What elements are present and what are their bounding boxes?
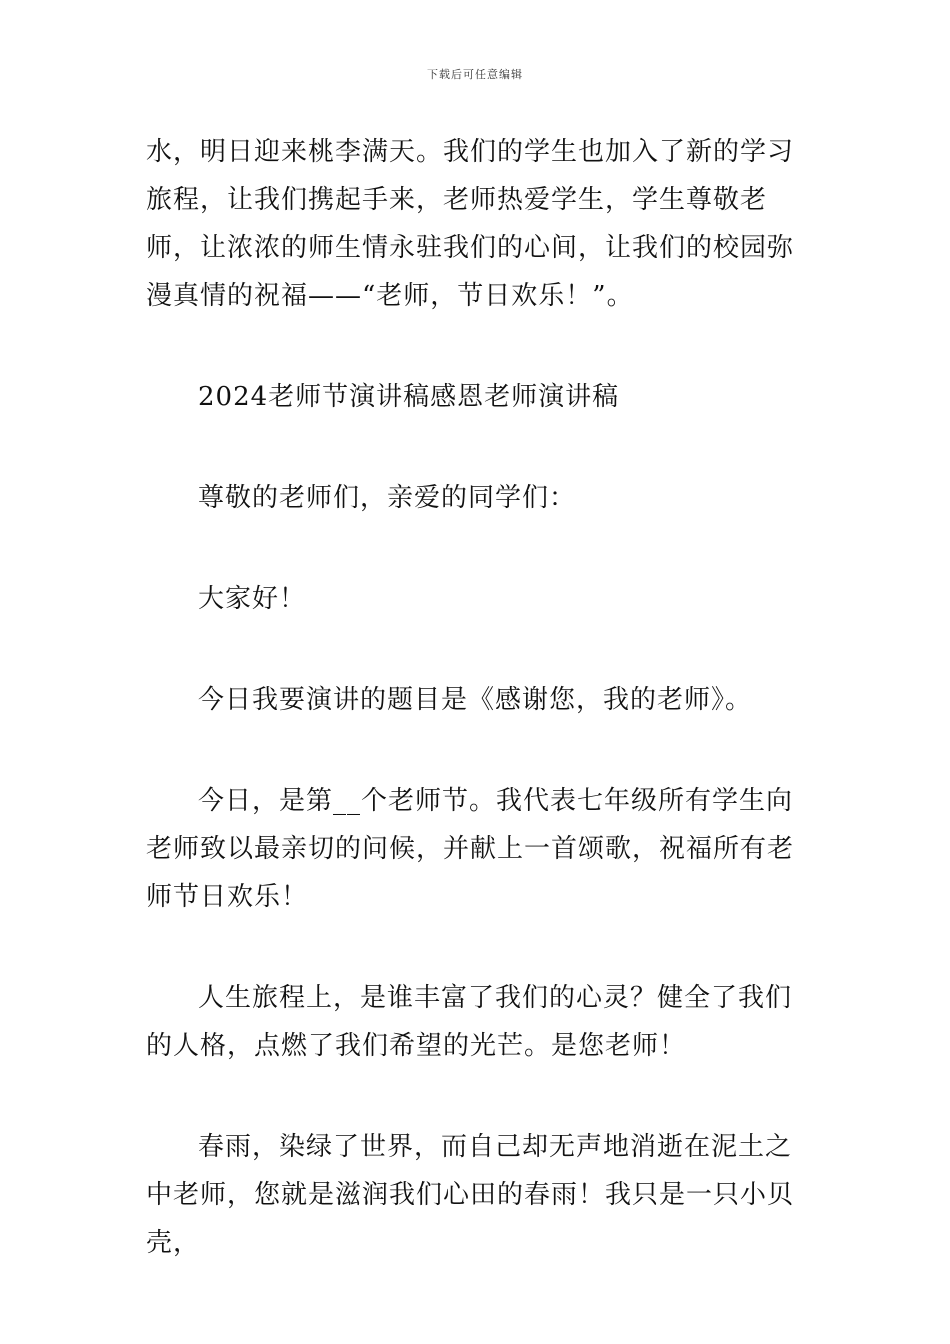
greeting: 大家好！ bbox=[198, 584, 307, 614]
salutation: 尊敬的老师们，亲爱的同学们： bbox=[198, 483, 577, 513]
paragraph: 人生旅程上，是谁丰富了我们的心灵？健全了我们的人格，点燃了我们希望的光芒。是您老师！ bbox=[146, 983, 793, 1061]
section-title: 2024老师节演讲稿感恩老师演讲稿 bbox=[198, 382, 620, 412]
topic-paragraph: 今日我要演讲的题目是《感谢您，我的老师》。 bbox=[198, 685, 753, 715]
paragraph: 春雨，染绿了世界，而自己却无声地消逝在泥土之中老师，您就是滋润我们心田的春雨！我只是一只小贝壳， bbox=[146, 1132, 795, 1258]
header-note: 下载后可任意编辑 bbox=[427, 68, 523, 81]
paragraph-continuation: 水，明日迎来桃李满天。我们的学生也加入了新的学习旅程，让我们携起手来，老师热爱学生，学生尊敬老师，让浓浓的师生情永驻我们的心间，让我们的校园弥漫真情的祝福——“老师，节日欢乐！”。 bbox=[146, 137, 795, 311]
paragraph: 今日，是第__个老师节。我代表七年级所有学生向老师致以最亲切的问候，并献上一首颂歌，祝福所有老师节日欢乐！ bbox=[146, 786, 795, 912]
document-body bbox=[146, 128, 806, 1267]
